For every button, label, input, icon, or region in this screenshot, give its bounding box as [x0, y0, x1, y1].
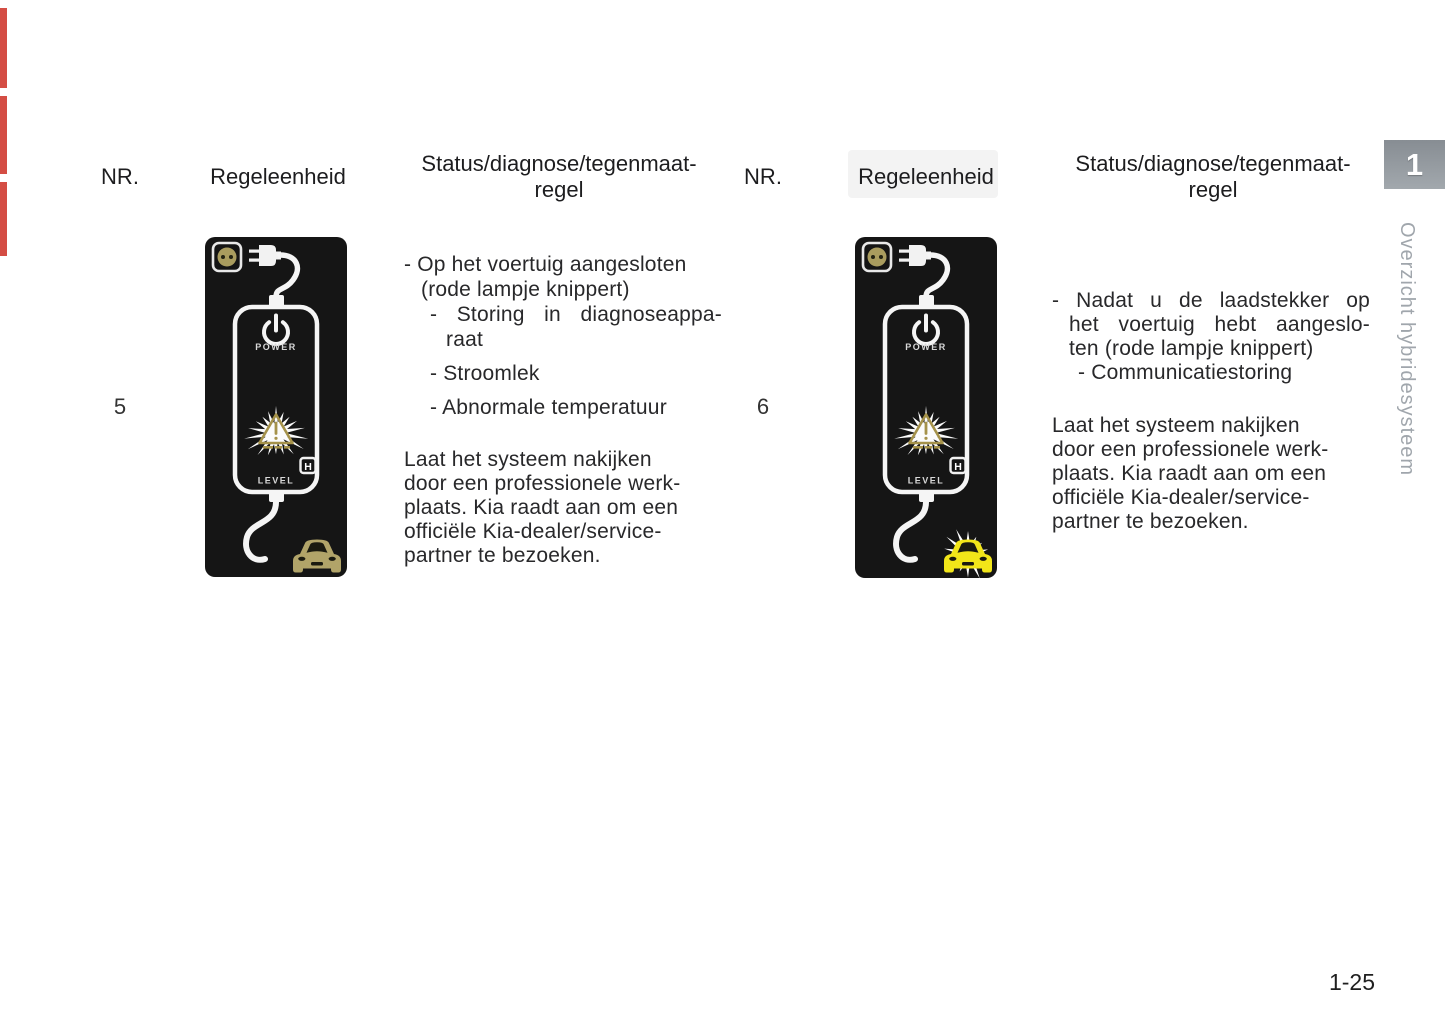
text-line: plaats. Kia raadt aan om een — [1052, 462, 1327, 485]
text-line: (rode lampje knippert) — [421, 278, 630, 301]
text-line: plaats. Kia raadt aan om een — [404, 496, 679, 519]
text-line: partner te bezoeken. — [1052, 510, 1249, 533]
text-line: - Stroomlek — [430, 362, 540, 385]
h-badge-label: H — [304, 460, 312, 473]
column-header-status-line2: regel — [1188, 177, 1238, 202]
sidebar-vertical-label: Overzicht hybridesysteem — [1396, 222, 1418, 477]
text-line: partner te bezoeken. — [404, 544, 601, 567]
column-header-status — [1052, 151, 1374, 203]
power-label: POWER — [255, 342, 297, 352]
column-header-status-line1: Status/diagnose/tegenmaat- — [1075, 151, 1351, 176]
column-header-status-line1: Status/diagnose/tegenmaat- — [421, 151, 697, 176]
text-line: - Op het voertuig aangesloten — [404, 253, 687, 276]
power-label: POWER — [905, 342, 947, 352]
text-line: - Nadat u de laadstekker op — [1052, 289, 1370, 312]
row-number: 6 — [756, 394, 770, 419]
level-label: LEVEL — [257, 475, 295, 486]
note-text — [1052, 414, 1364, 534]
section-tab — [1384, 140, 1445, 189]
text-line: het voertuig hebt aangeslo- — [1069, 313, 1370, 336]
text-line: door een professionele werk- — [404, 472, 681, 495]
control-unit-image — [855, 237, 997, 578]
text-line: officiële Kia-dealer/service- — [404, 520, 662, 543]
red-edge-mark — [0, 182, 7, 256]
text-line: raat — [446, 328, 483, 351]
control-unit-image — [205, 237, 347, 578]
column-header-nr: NR. — [101, 164, 139, 189]
red-edge-mark — [0, 96, 7, 174]
column-header-status — [398, 151, 720, 203]
level-label: LEVEL — [907, 475, 945, 486]
text-line: ten (rode lampje knippert) — [1069, 337, 1314, 360]
h-level-badge — [301, 458, 316, 473]
text-line: Laat het systeem nakijken — [404, 448, 652, 471]
h-badge-label: H — [954, 460, 962, 473]
column-header-unit: Regeleenheid — [858, 164, 994, 189]
outlet-icon — [213, 243, 241, 271]
outlet-icon — [863, 243, 891, 271]
column-header-status-line2: regel — [534, 177, 584, 202]
h-level-badge — [951, 458, 966, 473]
column-header-nr: NR. — [744, 164, 782, 189]
text-line: officiële Kia-dealer/service- — [1052, 486, 1310, 509]
column-header-unit: Regeleenheid — [210, 164, 346, 189]
status-text — [1052, 289, 1370, 385]
status-text — [404, 252, 722, 420]
text-line: - Communicatiestoring — [1078, 361, 1293, 384]
red-edge-mark — [0, 8, 7, 88]
page-number: 1-25 — [1328, 969, 1376, 995]
text-line: Laat het systeem nakijken — [1052, 414, 1300, 437]
section-tab-number: 1 — [1405, 146, 1424, 182]
row-number: 5 — [113, 394, 127, 419]
note-text — [404, 448, 716, 568]
text-line: - Storing in diagnoseappa- — [430, 303, 722, 326]
text-line: door een professionele werk- — [1052, 438, 1329, 461]
text-line: - Abnormale temperatuur — [430, 396, 667, 419]
